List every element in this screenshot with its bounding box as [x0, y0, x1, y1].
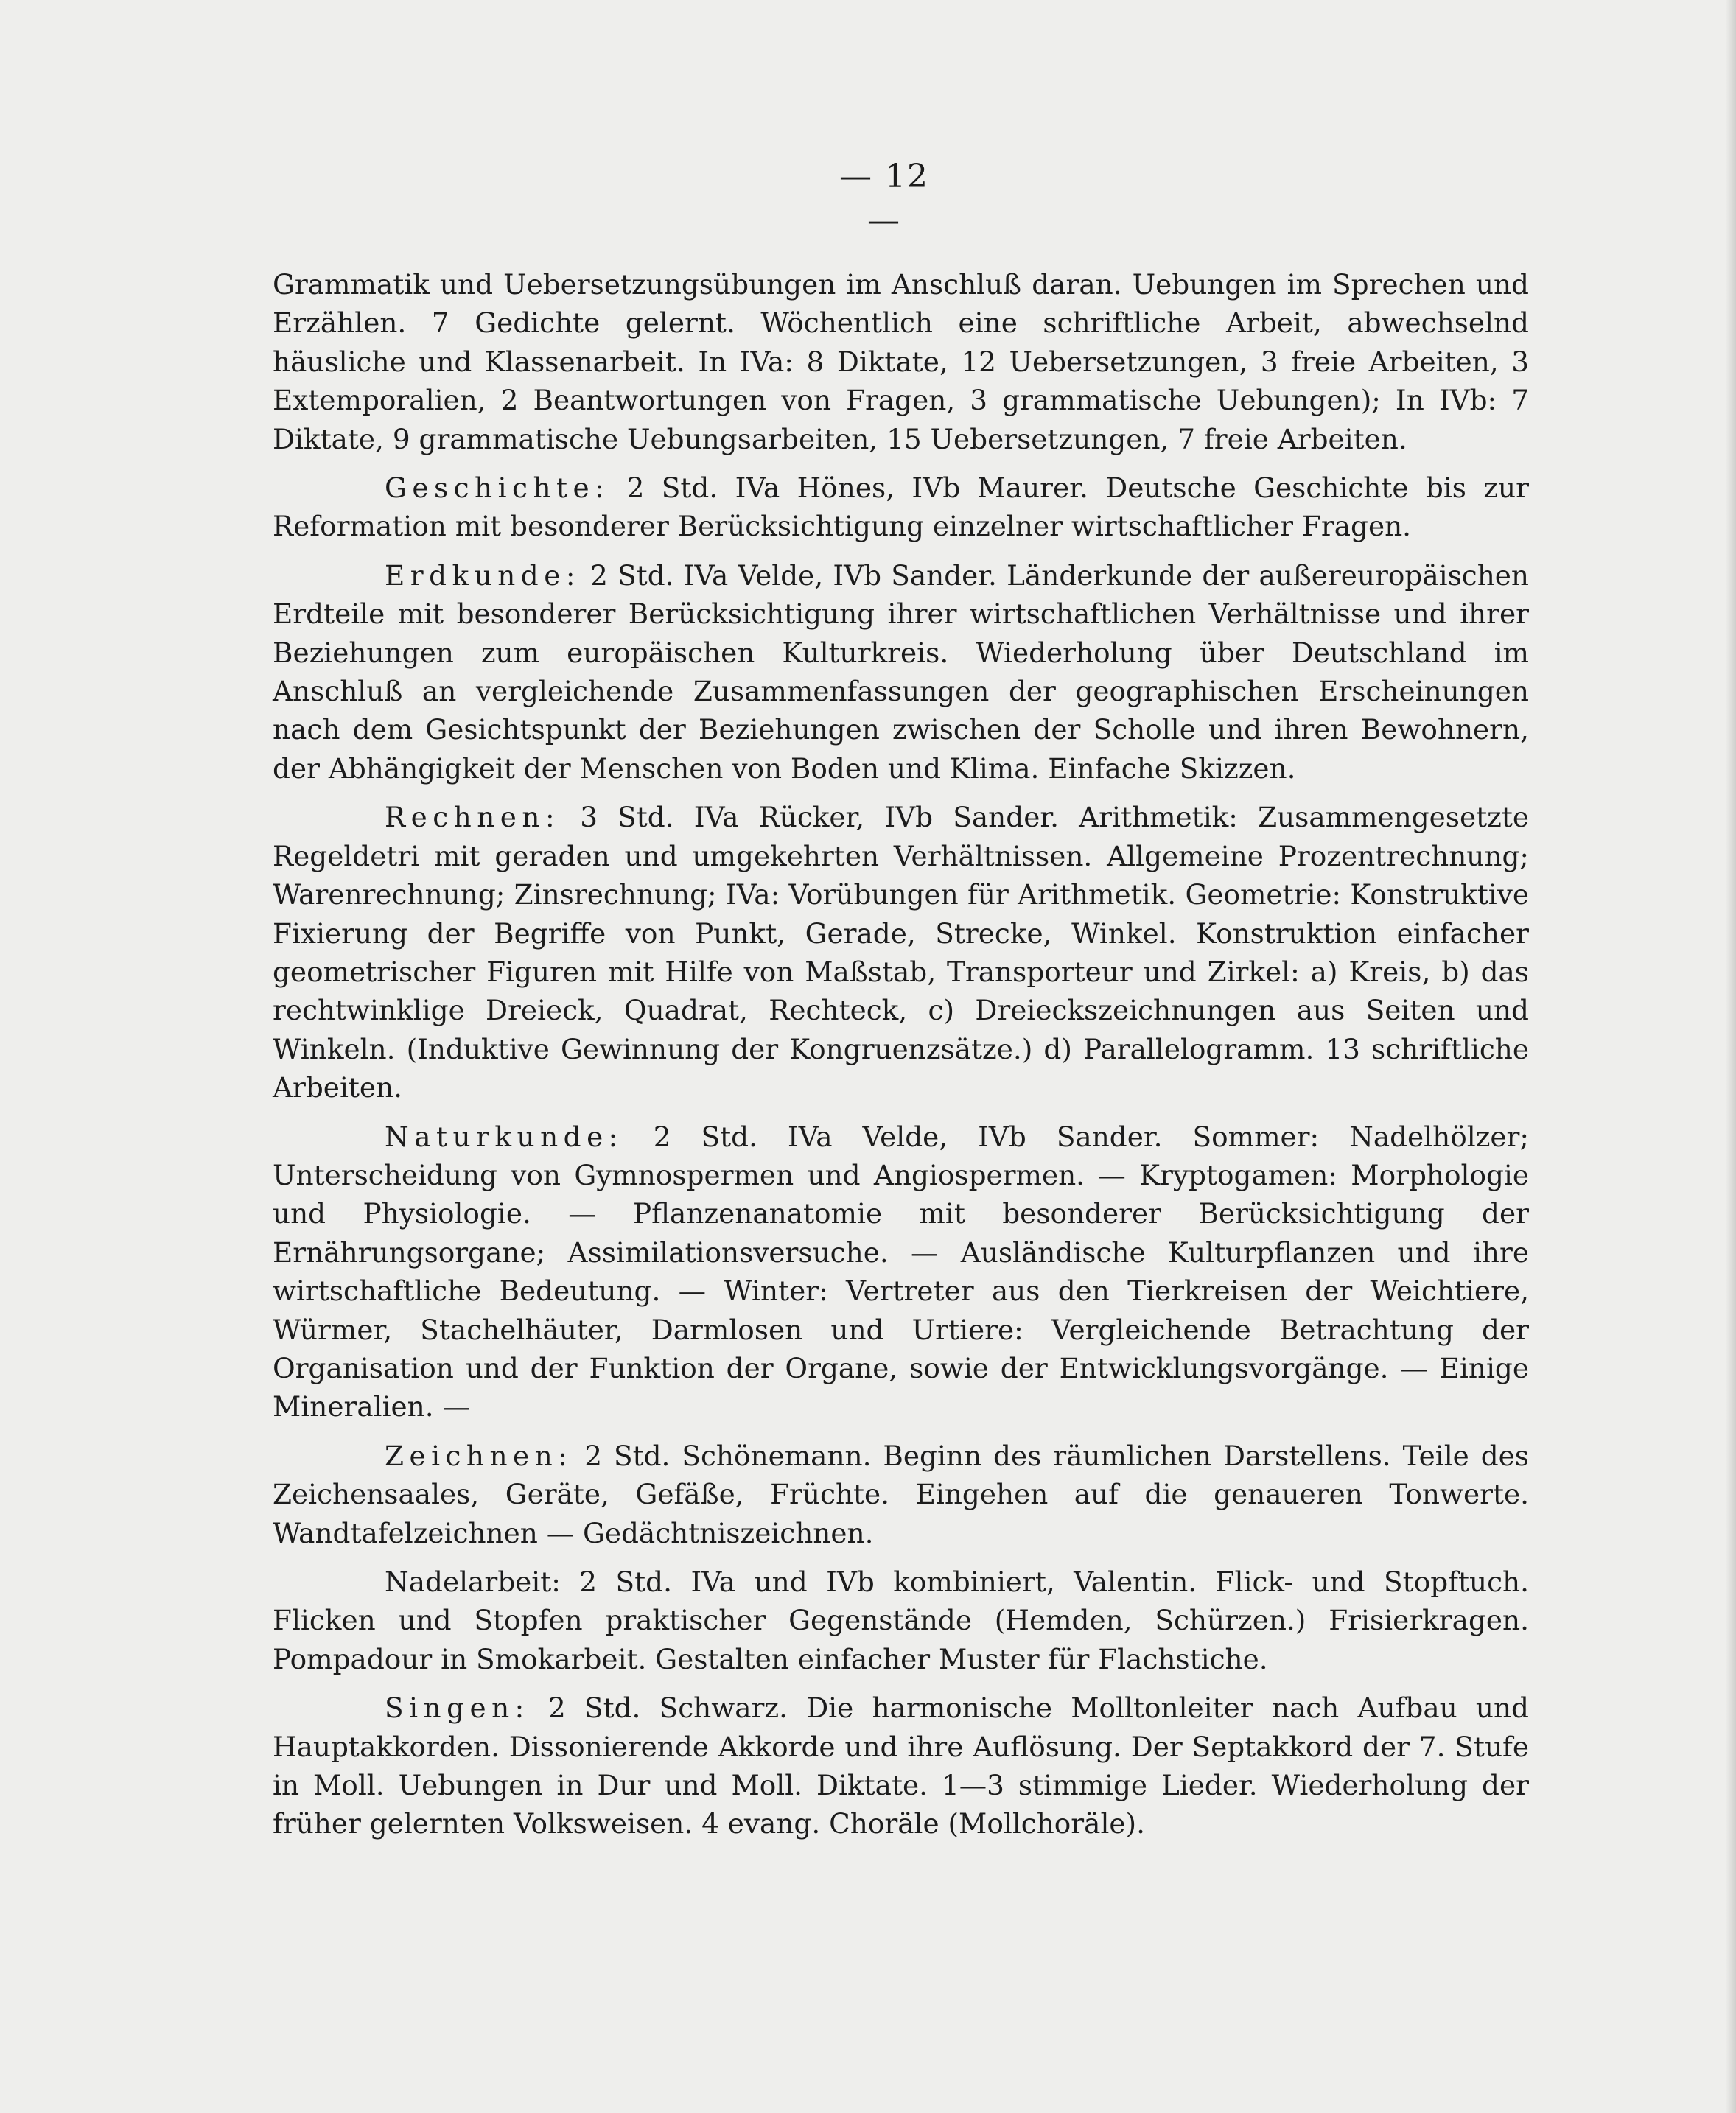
subject-heading-rechnen: Rechnen: — [385, 801, 561, 834]
page-edge-shadow — [1726, 0, 1736, 2113]
subject-heading-nadelarbeit: Nadelarbeit: — [385, 1566, 561, 1598]
paragraph-text: 3 Std. IVa Rücker, IVb Sander. Arithmetik: Zusammengesetzte Regeldetri mit geraden und umgekehrten Verhältnissen. Allgemeine Prozentrechnung; Warenrechnung; Zinsrechnung; IVa: Vorübungen für Arithmetik. Geometrie: Konstruktive Fixierung der Begriffe von Punkt, Gerade, Strecke, Winkel. Konstruktion einfacher geometrischer Figuren mit Hilfe von Maßstab, Transporteur und Zirkel: a) Kreis, b) das rechtwinklige Dreieck, Quadrat, Rechteck, c) Dreieckszeichnungen aus Seiten und Winkeln. (Induktive Gewinnung der Kongruenzsätze.) d) Parallelogramm. 13 schriftliche Arbeiten. — [273, 801, 1529, 1104]
subject-heading-geschichte: Geschichte: — [385, 472, 610, 505]
paragraph-text: 2 Std. IVa Hönes, IVb Maurer. Deutsche Geschichte bis zur Reformation mit besonderer Berücksichtigung einzelner wirtschaftlicher Fragen. — [273, 472, 1529, 543]
paragraph-singen — [273, 1689, 1529, 1843]
paragraph-text: 2 Std. Schönemann. Beginn des räumlichen Darstellens. Teile des Zeichensaales, Geräte, Gefäße, Früchte. Eingehen auf die genaueren Tonwerte. Wandtafelzeichnen — Gedächtniszeichnen. — [273, 1439, 1529, 1549]
page-number: — 12 — — [839, 158, 929, 239]
subject-heading-naturkunde: Naturkunde: — [385, 1120, 623, 1153]
paragraph-text: 2 Std. IVa Velde, IVb Sander. Sommer: Nadelhölzer; Unterscheidung von Gymnospermen und Angiospermen. — Kryptogamen: Morphologie und Physiologie. — Pflanzenanatomie mit besonderer Berücksichtigung der Ernährungsorgane; Assimilationsversuche. — Ausländische Kulturpflanzen und ihre wirtschaftliche Bedeutung. — Winter: Vertreter aus den Tierkreisen der Weichtiere, Würmer, Stachelhäuter, Darmlosen und Urtiere: Vergleichende Betrachtung der Organisation und der Funktion der Organe, sowie der Entwicklungsvorgänge. — Einige Mineralien. — — [273, 1120, 1529, 1423]
paragraph-text: Grammatik und Uebersetzungsübungen im Anschluß daran. Uebungen im Sprechen und Erzählen. 7 Gedichte gelernt. Wöchentlich eine schriftliche Arbeit, abwechselnd häusliche und Klassenarbeit. In IVa: 8 Diktate, 12 Uebersetzungen, 3 freie Arbeiten, 3 Extemporalien, 2 Beantwortungen von Fragen, 3 grammatische Uebungen); In IVb: 7 Diktate, 9 grammatische Uebungsarbeiten, 15 Uebersetzungen, 7 freie Arbeiten. — [273, 268, 1529, 455]
paragraph-text: 2 Std. IVa und IVb kombiniert, Valentin. Flick- und Stopftuch. Flicken und Stopfen praktischer Gegenstände (Hemden, Schürzen.) Frisierkragen. Pompadour in Smokarbeit. Gestalten einfacher Muster für Flachstiche. — [273, 1566, 1529, 1675]
paragraph-rechnen — [273, 798, 1529, 1107]
subject-heading-zeichnen: Zeichnen: — [385, 1439, 573, 1472]
paragraph-erdkunde — [273, 556, 1529, 788]
subject-heading-singen: Singen: — [385, 1692, 530, 1725]
paragraph-continuation — [273, 265, 1529, 458]
paragraph-text: 2 Std. IVa Velde, IVb Sander. Länderkunde der außereuropäischen Erdteile mit besonderer Berücksichtigung ihrer wirtschaftlichen Verhältnisse und ihrer Beziehungen zum europäischen Kulturkreis. Wiederholung über Deutschland im Anschluß an vergleichende Zusammenfassungen der geographischen Erscheinungen nach dem Gesichtspunkt der Beziehungen zwischen der Scholle und ihren Bewohnern, der Abhängigkeit der Menschen von Boden und Klima. Einfache Skizzen. — [273, 558, 1529, 785]
paragraph-text: 2 Std. Schwarz. Die harmonische Molltonleiter nach Aufbau und Hauptakkorden. Dissonierende Akkorde und ihre Auflösung. Der Septakkord der 7. Stufe in Moll. Uebungen in Dur und Moll. Diktate. 1—3 stimmige Lieder. Wiederholung der früher gelernten Volksweisen. 4 evang. Choräle (Mollchoräle). — [273, 1692, 1529, 1840]
paragraph-zeichnen — [273, 1437, 1529, 1552]
paragraph-nadelarbeit — [273, 1563, 1529, 1678]
subject-heading-erdkunde: Erdkunde: — [385, 558, 581, 592]
paragraph-naturkunde — [273, 1118, 1529, 1426]
document-body — [273, 265, 1529, 1854]
paragraph-geschichte — [273, 469, 1529, 546]
